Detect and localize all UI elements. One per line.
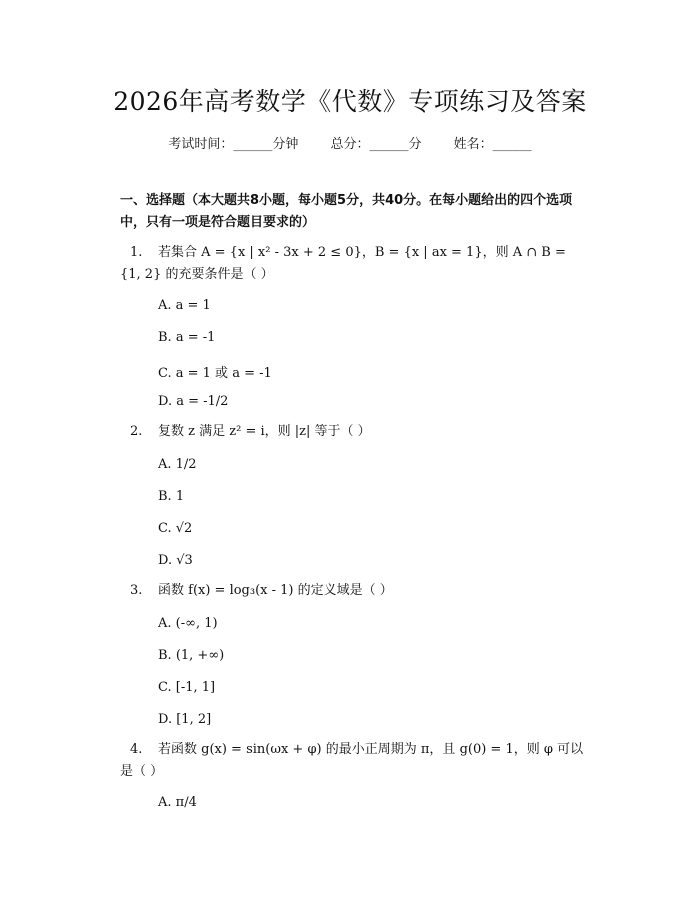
exam-info — [0, 133, 700, 152]
question-1 — [120, 242, 590, 286]
question-4 — [120, 739, 590, 783]
student-name-field: 姓名：______ — [453, 137, 532, 152]
exam-time-field: 考试时间：______分钟 — [168, 137, 299, 152]
page-title: 2026年高考数学《代数》专项练习及答案 — [113, 87, 587, 116]
question-3 — [120, 580, 590, 602]
question-3-option-d: D. [1, 2] — [158, 712, 212, 727]
question-number: 3. — [130, 583, 143, 598]
question-number: 1. — [130, 245, 143, 260]
question-1-option-d: D. a = -1/2 — [158, 394, 229, 409]
question-4-option-a: A. π/4 — [158, 795, 197, 810]
total-score-field: 总分：______分 — [330, 137, 422, 152]
question-2-option-a: A. 1/2 — [158, 457, 197, 472]
question-3-option-a: A. (-∞, 1) — [158, 616, 218, 631]
question-1-option-c: C. a = 1 或 a = -1 — [158, 366, 272, 381]
section-heading-choice: 一、选择题（本大题共8小题，每小题5分，共40分。在每小题给出的四个选项中，只有一项是符合题目要求的） — [120, 193, 573, 230]
question-1-option-a: A. a = 1 — [158, 298, 211, 313]
question-number: 4. — [130, 742, 143, 757]
question-text: 函数 f(x) = log₃(x - 1) 的定义域是（ ） — [158, 583, 393, 598]
question-1-option-b: B. a = -1 — [158, 330, 216, 345]
question-2 — [120, 421, 590, 443]
question-number: 2. — [130, 424, 143, 439]
question-2-option-d: D. √3 — [158, 553, 193, 568]
question-3-option-b: B. (1, +∞) — [158, 648, 225, 663]
question-text: 若集合 A = {x | x² - 3x + 2 ≤ 0}，B = {x | ax = 1}，则 A ∩ B = {1, 2} 的充要条件是（ ） — [120, 245, 566, 282]
question-3-option-c: C. [-1, 1] — [158, 680, 216, 695]
question-text: 复数 z 满足 z² = i，则 |z| 等于（ ） — [158, 424, 371, 439]
question-2-option-b: B. 1 — [158, 489, 185, 504]
question-text: 若函数 g(x) = sin(ωx + φ) 的最小正周期为 π，且 g(0) = 1，则 φ 可以是（ ） — [120, 742, 584, 779]
question-2-option-c: C. √2 — [158, 521, 193, 536]
